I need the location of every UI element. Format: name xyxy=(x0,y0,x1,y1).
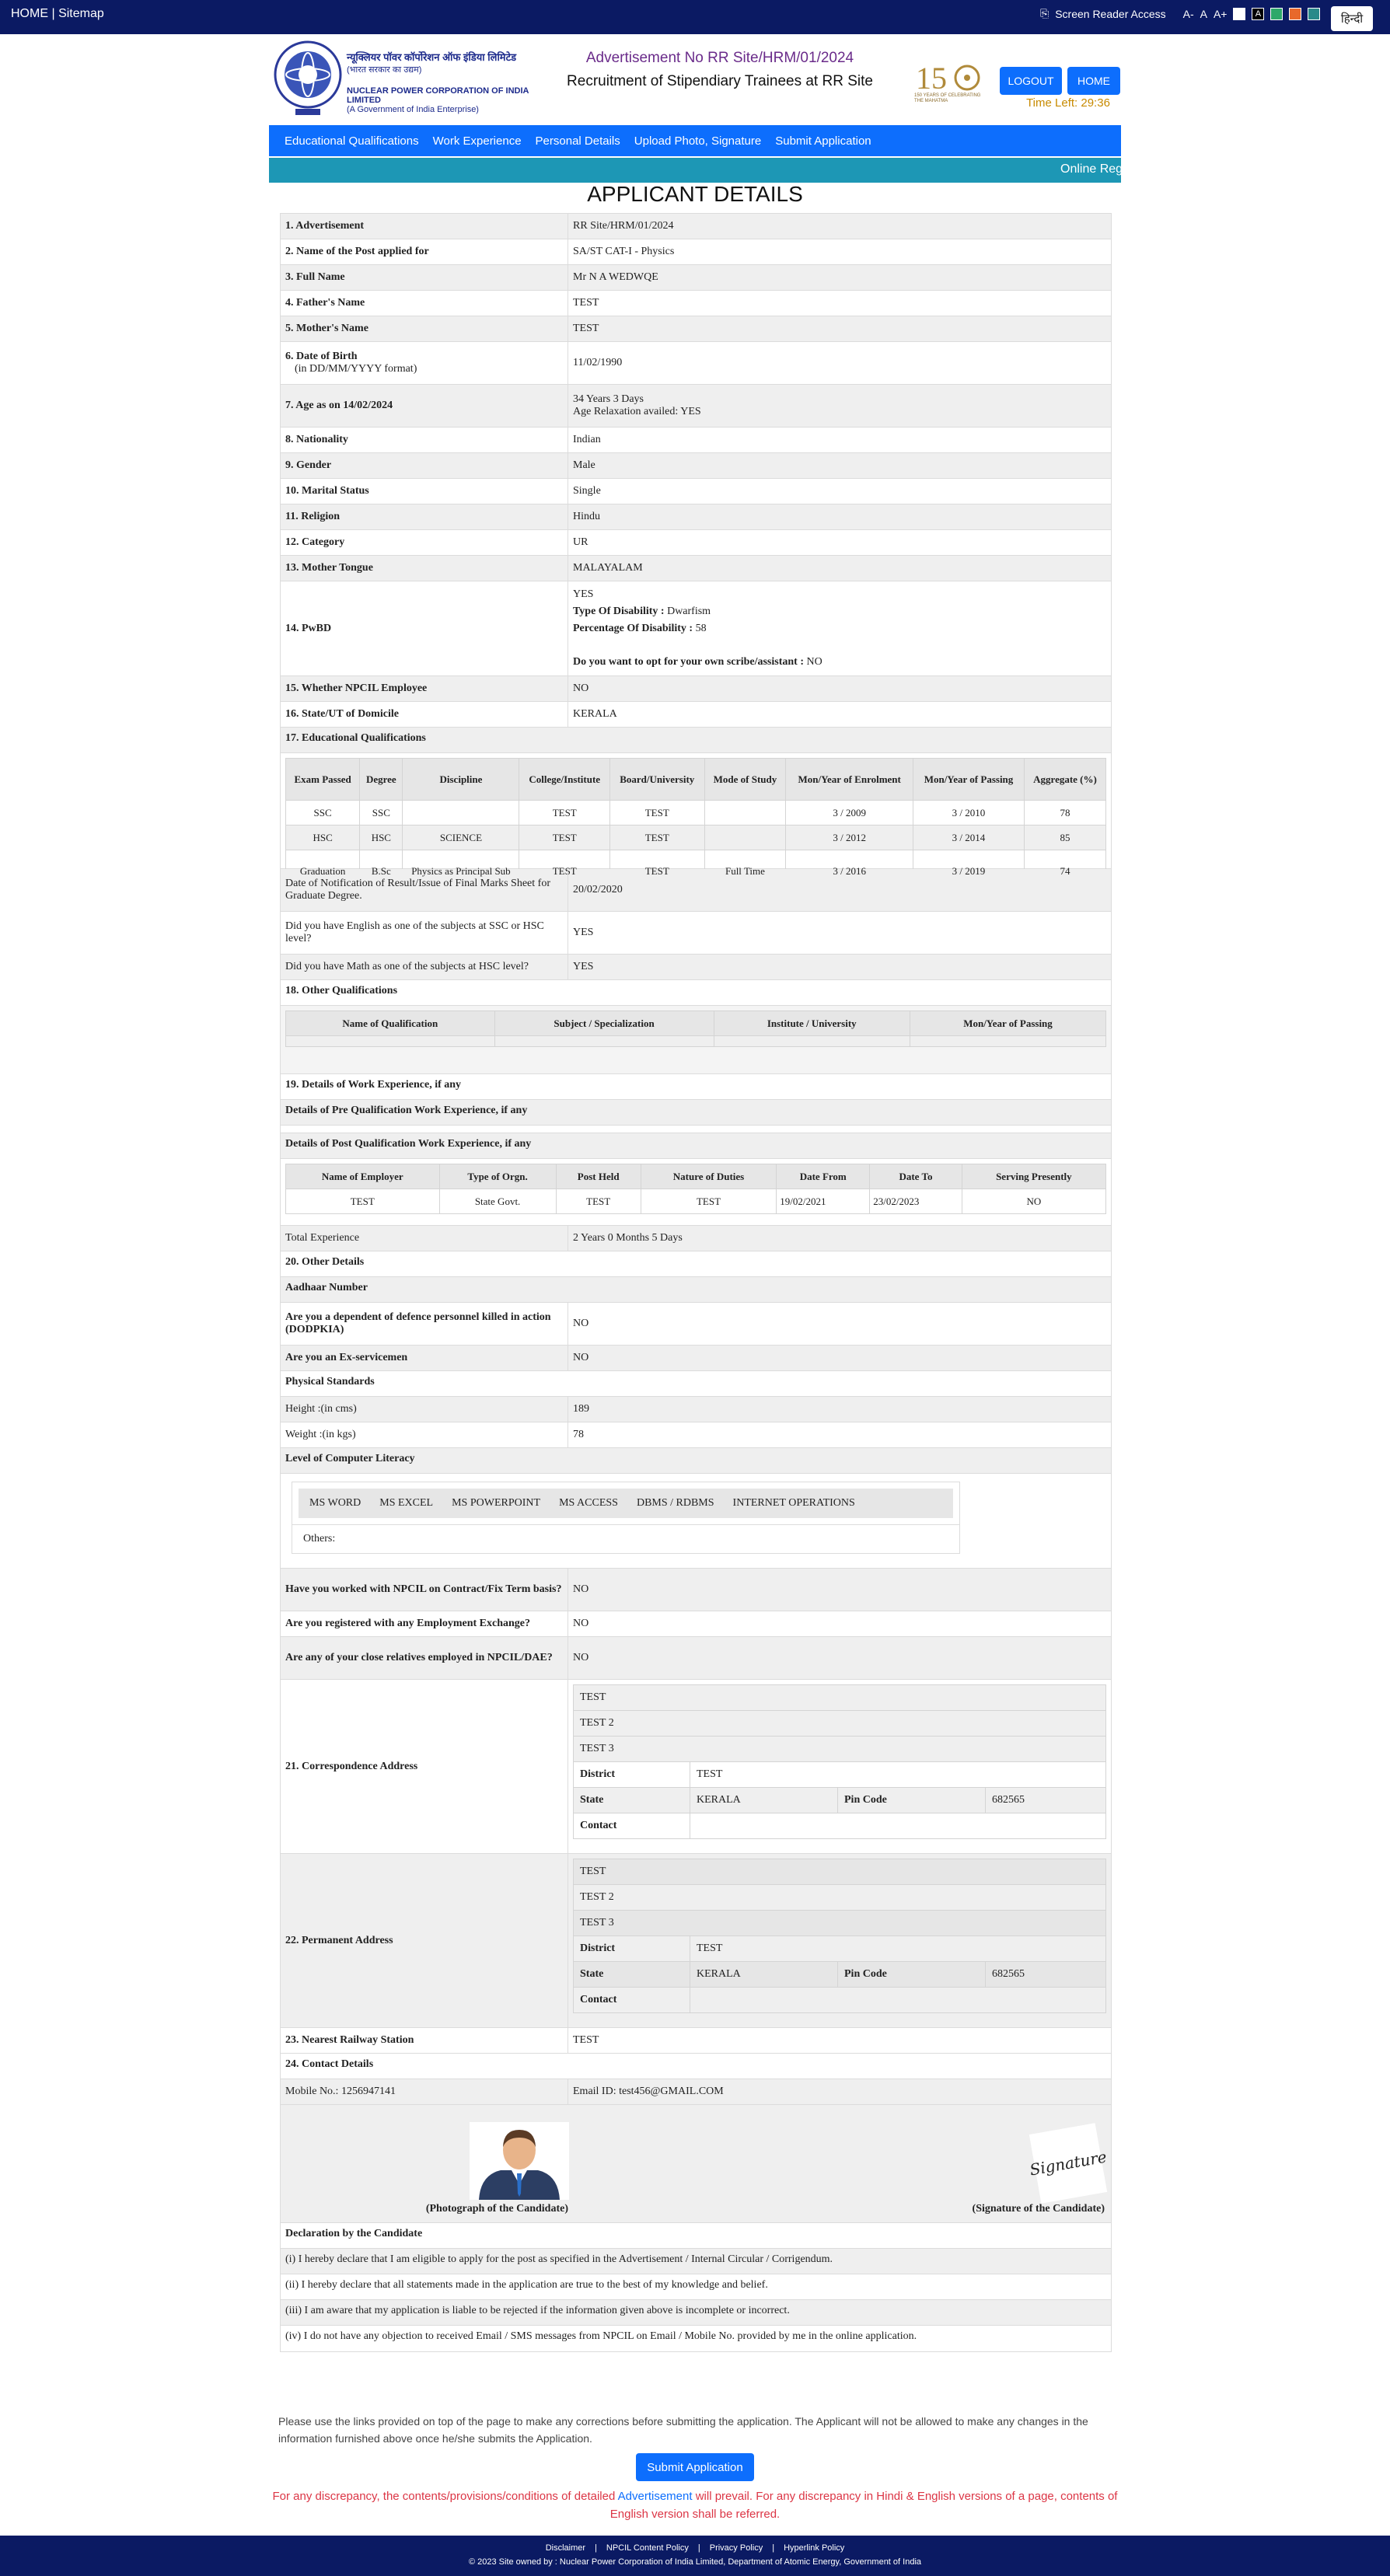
table-cell: NO xyxy=(962,1189,1105,1214)
table-header: Mode of Study xyxy=(704,759,786,801)
recruitment-title: Recruitment of Stipendiary Trainees at RR Site xyxy=(567,73,873,89)
address-line: TEST xyxy=(574,1685,1106,1711)
field-label: 2. Name of the Post applied for xyxy=(281,239,568,264)
table-cell: SSC xyxy=(360,801,403,826)
address-table xyxy=(573,1684,1106,1839)
contact-label: Contact xyxy=(574,1988,690,2013)
sub-heading: Details of Post Qualification Work Experience, if any xyxy=(281,1133,1111,1159)
field-label: 14. PwBD xyxy=(281,581,568,675)
computer-option: MS WORD xyxy=(309,1497,361,1509)
table-cell: 3 / 2012 xyxy=(786,826,913,850)
computer-option: MS POWERPOINT xyxy=(452,1497,541,1509)
font-normal-button[interactable]: A xyxy=(1200,7,1207,20)
detail-row xyxy=(281,1637,1111,1680)
detail-row xyxy=(281,265,1111,291)
section-heading: 20. Other Details xyxy=(281,1251,1111,1277)
org-name-hindi: न्यूक्लियर पॉवर कॉर्पोरेशन ऑफ इंडिया लिमिटेड xyxy=(347,51,517,63)
header xyxy=(269,37,1121,123)
theme-teal-swatch[interactable] xyxy=(1308,8,1320,20)
table-header: Post Held xyxy=(556,1164,641,1189)
field-label: 16. State/UT of Domicile xyxy=(281,702,568,727)
footer-link-hyperlink-policy[interactable]: Hyperlink Policy xyxy=(784,2543,845,2553)
contact-value xyxy=(690,1813,1106,1839)
table-cell: Full Time xyxy=(704,850,786,892)
emblem-text: 150 YEARS OF CELEBRATING THE MAHATMA xyxy=(914,93,981,103)
address-line: TEST 3 xyxy=(574,1737,1106,1762)
field-label: 5. Mother's Name xyxy=(281,316,568,341)
table-header: Nature of Duties xyxy=(641,1164,777,1189)
detail-row xyxy=(281,1854,1111,2028)
field-label: 12. Category xyxy=(281,530,568,555)
age-value: 34 Years 3 Days xyxy=(573,393,644,405)
declaration-item: (ii) I hereby declare that all statements made in the application are true to the best of my knowledge and belief. xyxy=(281,2274,1111,2300)
detail-row xyxy=(281,239,1111,265)
table-cell: 3 / 2010 xyxy=(913,801,1024,826)
org-name-english: NUCLEAR POWER CORPORATION OF INDIA LIMITED xyxy=(347,86,529,105)
education-table-wrap xyxy=(281,753,1111,877)
field-label: Are you a dependent of defence personnel killed in action (DODPKIA) xyxy=(281,1303,568,1345)
table-cell: TEST xyxy=(641,1189,777,1214)
table-cell: TEST xyxy=(286,1189,440,1214)
field-label: 8. Nationality xyxy=(281,428,568,452)
field-value: TEST xyxy=(573,2034,599,2046)
address-table xyxy=(573,1859,1106,2013)
nav-personal-details[interactable]: Personal Details xyxy=(535,134,620,148)
field-label xyxy=(281,342,568,384)
table-cell: TEST xyxy=(519,826,610,850)
field-value xyxy=(568,385,1111,427)
table-cell: 3 / 2019 xyxy=(913,850,1024,892)
declaration-item: (i) I hereby declare that I am eligible to apply for the post as specified in the Advertisement / Internal Circular / Corrigendum. xyxy=(281,2249,1111,2274)
table-cell: 85 xyxy=(1025,826,1106,850)
detail-row xyxy=(281,530,1111,556)
candidate-signature: Signature xyxy=(1029,2123,1107,2204)
email-id: Email ID: test456@GMAIL.COM xyxy=(573,2086,724,2097)
district-value: TEST xyxy=(690,1936,1106,1962)
table-cell: Physics as Principal Sub xyxy=(403,850,519,892)
logout-button[interactable]: LOGOUT xyxy=(1000,67,1062,95)
field-label: 22. Permanent Address xyxy=(281,1854,568,2027)
main-nav xyxy=(269,125,1121,156)
state-value: KERALA xyxy=(690,1962,838,1988)
theme-contrast-button[interactable]: A xyxy=(1252,8,1264,20)
table-header: Mon/Year of Passing xyxy=(913,759,1024,801)
table-cell: TEST xyxy=(556,1189,641,1214)
field-value: RR Site/HRM/01/2024 xyxy=(573,220,674,232)
theme-orange-swatch[interactable] xyxy=(1289,8,1301,20)
session-timer: Time Left: 29:36 xyxy=(1026,96,1110,110)
gandhi-150-emblem xyxy=(914,54,992,110)
pin-label: Pin Code xyxy=(838,1788,986,1813)
table-cell: 3 / 2016 xyxy=(786,850,913,892)
dob-format: (in DD/MM/YYYY format) xyxy=(295,363,417,375)
table-cell xyxy=(286,1036,495,1047)
table-cell: 3 / 2014 xyxy=(913,826,1024,850)
table-header: Serving Presently xyxy=(962,1164,1105,1189)
detail-row xyxy=(281,1422,1111,1448)
detail-row xyxy=(281,702,1111,728)
detail-row xyxy=(281,214,1111,239)
state-label: State xyxy=(574,1788,690,1813)
detail-row xyxy=(281,581,1111,676)
field-value: Male xyxy=(573,459,595,471)
section-heading: 19. Details of Work Experience, if any xyxy=(281,1074,1111,1100)
candidate-photo xyxy=(470,2122,569,2200)
marquee-text: Online Registration xyxy=(1060,162,1167,176)
computer-literacy-box xyxy=(292,1482,960,1554)
district-label: District xyxy=(574,1936,690,1962)
field-label: Height :(in cms) xyxy=(281,1397,568,1422)
dob-label: 6. Date of Birth xyxy=(285,351,358,362)
npcil-logo xyxy=(272,39,344,117)
applicant-details-table xyxy=(280,213,1112,2352)
separator: | xyxy=(51,7,55,20)
photo-signature-row xyxy=(281,2105,1111,2223)
org-name xyxy=(347,50,533,114)
detail-row xyxy=(281,1397,1111,1422)
field-label: 13. Mother Tongue xyxy=(281,556,568,581)
table-cell xyxy=(403,801,519,826)
footer-link-privacy-policy[interactable]: Privacy Policy xyxy=(709,2543,763,2553)
address-line: TEST 3 xyxy=(574,1911,1106,1936)
table-row xyxy=(286,1189,1106,1214)
field-value: 20/02/2020 xyxy=(573,884,623,895)
disability-type-label: Type Of Disability : xyxy=(573,606,665,617)
discrepancy-text-b: will prevail. For any discrepancy in Hindi & English versions of a page, contents of English version shall be referred. xyxy=(609,2490,1118,2521)
table-cell: 3 / 2009 xyxy=(786,801,913,826)
field-value: Hindu xyxy=(573,511,600,522)
nav-work-experience[interactable]: Work Experience xyxy=(432,134,522,148)
detail-row xyxy=(281,291,1111,316)
field-label: 3. Full Name xyxy=(281,265,568,290)
table-header: Subject / Specialization xyxy=(494,1011,714,1036)
field-label: Did you have English as one of the subjects at SSC or HSC level? xyxy=(281,912,568,954)
table-cell: State Govt. xyxy=(439,1189,556,1214)
pwbd-value: YES xyxy=(573,588,594,600)
theme-green-swatch[interactable] xyxy=(1270,8,1283,20)
table-cell xyxy=(704,801,786,826)
other-qualifications-wrap xyxy=(281,1006,1111,1074)
pin-label: Pin Code xyxy=(838,1962,986,1988)
field-label: 4. Father's Name xyxy=(281,291,568,316)
district-value: TEST xyxy=(690,1762,1106,1788)
field-value: MALAYALAM xyxy=(573,562,643,574)
contact-value xyxy=(690,1988,1106,2013)
field-value: YES xyxy=(573,927,594,938)
detail-row xyxy=(281,2028,1111,2054)
field-label: 15. Whether NPCIL Employee xyxy=(281,676,568,701)
field-label: Have you worked with NPCIL on Contract/Fix Term basis? xyxy=(281,1569,568,1611)
computer-option: INTERNET OPERATIONS xyxy=(732,1497,855,1509)
nav-upload-photo-signature[interactable]: Upload Photo, Signature xyxy=(634,134,762,148)
table-cell: TEST xyxy=(519,801,610,826)
section-heading: 17. Educational Qualifications xyxy=(281,728,1111,753)
detail-row xyxy=(281,1303,1111,1346)
table-row xyxy=(286,801,1106,826)
field-value: Mr N A WEDWQE xyxy=(573,271,658,283)
font-decrease-button[interactable]: A- xyxy=(1182,7,1194,20)
detail-row xyxy=(281,1226,1111,1251)
computer-others: Others: xyxy=(292,1524,959,1553)
footer-copyright: © 2023 Site owned by : Nuclear Power Corporation of India Limited, Department of Atomic Energy, Government of India xyxy=(468,2557,922,2567)
table-header: Mon/Year of Enrolment xyxy=(786,759,913,801)
field-label: 1. Advertisement xyxy=(281,214,568,239)
detail-row xyxy=(281,428,1111,453)
home-button[interactable]: HOME xyxy=(1067,67,1120,95)
discrepancy-text-a: For any discrepancy, the contents/provisions/conditions of detailed xyxy=(272,2490,616,2503)
contact-label: Contact xyxy=(574,1813,690,1839)
field-value: UR xyxy=(573,536,588,548)
address-line: TEST 2 xyxy=(574,1885,1106,1911)
table-cell: TEST xyxy=(609,801,704,826)
mobile-number: Mobile No.: 1256947141 xyxy=(281,2079,568,2104)
theme-white-swatch[interactable] xyxy=(1233,8,1245,20)
field-value: 78 xyxy=(573,1429,584,1440)
screen-reader-link[interactable]: Screen Reader Access xyxy=(1055,7,1166,20)
sub-heading: Physical Standards xyxy=(281,1371,1111,1397)
table-header: Institute / University xyxy=(714,1011,910,1036)
table-header: Date From xyxy=(777,1164,870,1189)
detail-row xyxy=(281,1569,1111,1611)
field-value: NO xyxy=(573,1352,589,1363)
pin-value: 682565 xyxy=(986,1962,1106,1988)
field-label: 7. Age as on 14/02/2024 xyxy=(281,385,568,427)
field-value: NO xyxy=(573,1618,589,1629)
field-value: NO xyxy=(573,1652,589,1663)
address-line: TEST 2 xyxy=(574,1711,1106,1737)
font-increase-button[interactable]: A+ xyxy=(1213,7,1228,20)
top-bar xyxy=(0,0,1390,34)
field-value: NO xyxy=(573,1583,589,1595)
field-label: Are any of your close relatives employed in NPCIL/DAE? xyxy=(281,1637,568,1679)
aadhaar-label: Aadhaar Number xyxy=(281,1277,1111,1303)
page-title: APPLICANT DETAILS xyxy=(587,182,803,206)
table-header: College/Institute xyxy=(519,759,610,801)
table-row xyxy=(286,1036,1106,1047)
svg-text:5: 5 xyxy=(931,61,947,96)
table-cell xyxy=(714,1036,910,1047)
submit-application-button[interactable]: Submit Application xyxy=(636,2453,754,2481)
table-header: Date To xyxy=(870,1164,962,1189)
spacer xyxy=(281,1126,1111,1133)
district-label: District xyxy=(574,1762,690,1788)
svg-text:1: 1 xyxy=(916,61,931,96)
detail-row xyxy=(281,1346,1111,1371)
table-cell: 23/02/2023 xyxy=(870,1189,962,1214)
other-qualifications-table xyxy=(285,1011,1106,1047)
table-cell: 74 xyxy=(1025,850,1106,892)
table-cell: HSC xyxy=(286,826,360,850)
disability-pct-value: 58 xyxy=(695,623,707,634)
table-cell: HSC xyxy=(360,826,403,850)
declaration-item: (iv) I do not have any objection to received Email / SMS messages from NPCIL on Email / Mobile No. provided by me in the online application. xyxy=(281,2326,1111,2351)
photo-caption: (Photograph of the Candidate) xyxy=(425,2203,568,2215)
section-heading: 18. Other Qualifications xyxy=(281,980,1111,1006)
field-value: Single xyxy=(573,485,601,497)
detail-row xyxy=(281,556,1111,581)
scribe-label: Do you want to opt for your own scribe/assistant : xyxy=(573,656,804,668)
section-heading: 24. Contact Details xyxy=(281,2054,1111,2079)
field-value: YES xyxy=(573,961,594,972)
table-header: Exam Passed xyxy=(286,759,360,801)
correspondence-address xyxy=(568,1680,1111,1853)
permanent-address xyxy=(568,1854,1111,2027)
correction-note: Please use the links provided on top of the page to make any corrections before submitting the application. The Applicant will not be allowed to make any changes in the information furnished above once he/she submits the Application. xyxy=(278,2415,1088,2445)
disability-pct-label: Percentage Of Disability : xyxy=(573,623,693,634)
footer-link-content-policy[interactable]: NPCIL Content Policy xyxy=(606,2543,689,2553)
field-label: Date of Notification of Result/Issue of Final Marks Sheet for Graduate Degree. xyxy=(281,869,568,911)
computer-literacy-options xyxy=(299,1489,953,1518)
sub-heading: Level of Computer Literacy xyxy=(281,1448,1111,1474)
advertisement-number: Advertisement No RR Site/HRM/01/2024 xyxy=(585,50,854,66)
field-value: 189 xyxy=(573,1403,589,1415)
table-cell: SSC xyxy=(286,801,360,826)
field-label: 9. Gender xyxy=(281,453,568,478)
state-label: State xyxy=(574,1962,690,1988)
field-value: 2 Years 0 Months 5 Days xyxy=(573,1232,683,1244)
work-experience-table xyxy=(285,1164,1106,1214)
detail-row xyxy=(281,2079,1111,2105)
field-label: 23. Nearest Railway Station xyxy=(281,2028,568,2053)
footer: Disclaimer | NPCIL Content Policy | Privacy Policy | Hyperlink Policy © 2023 Site owned by : Nuclear Power Corporation of India Limited, Department of Atomic Energy, Government of India xyxy=(0,2536,1390,2576)
address-line: TEST xyxy=(574,1859,1106,1885)
field-value: 11/02/1990 xyxy=(573,357,623,368)
field-value: NO xyxy=(573,682,589,694)
detail-row xyxy=(281,676,1111,702)
table-row xyxy=(286,826,1106,850)
table-cell xyxy=(494,1036,714,1047)
table-cell: TEST xyxy=(609,850,704,892)
state-value: KERALA xyxy=(690,1788,838,1813)
computer-option: MS EXCEL xyxy=(379,1497,434,1509)
signature-caption: (Signature of the Candidate) xyxy=(972,2203,1105,2215)
detail-row xyxy=(281,342,1111,385)
table-cell xyxy=(704,826,786,850)
discrepancy-notice xyxy=(269,2487,1121,2523)
detail-row xyxy=(281,1680,1111,1854)
advertisement-link[interactable]: Advertisement xyxy=(617,2490,693,2503)
computer-option: MS ACCESS xyxy=(559,1497,618,1509)
announcement-marquee xyxy=(269,158,1167,183)
org-name-english-sub: (A Government of India Enterprise) xyxy=(347,105,479,114)
detail-row xyxy=(281,869,1111,912)
table-header: Name of Qualification xyxy=(286,1011,495,1036)
table-header: Type of Orgn. xyxy=(439,1164,556,1189)
field-label: Did you have Math as one of the subjects at HSC level? xyxy=(281,955,568,979)
table-header: Discipline xyxy=(403,759,519,801)
field-value xyxy=(568,581,1111,675)
field-label: Total Experience xyxy=(281,1226,568,1251)
detail-row xyxy=(281,479,1111,504)
scribe-value: NO xyxy=(806,656,822,668)
field-label: Are you an Ex-servicemen xyxy=(281,1346,568,1370)
field-label: 11. Religion xyxy=(281,504,568,529)
field-value: Indian xyxy=(573,434,601,445)
pin-value: 682565 xyxy=(986,1788,1106,1813)
computer-option: DBMS / RDBMS xyxy=(636,1497,714,1509)
nav-submit-application[interactable]: Submit Application xyxy=(775,134,871,148)
field-label: Weight :(in kgs) xyxy=(281,1422,568,1447)
nav-educational-qualifications[interactable]: Educational Qualifications xyxy=(285,134,419,148)
table-cell: Graduation xyxy=(286,850,360,892)
table-cell: 78 xyxy=(1025,801,1106,826)
field-label: Are you registered with any Employment Exchange? xyxy=(281,1611,568,1636)
org-name-hindi-sub: (भारत सरकार का उद्यम) xyxy=(347,65,422,75)
footer-link-disclaimer[interactable]: Disclaimer xyxy=(545,2543,586,2553)
work-table-wrap xyxy=(281,1159,1111,1226)
sub-heading: Details of Pre Qualification Work Experience, if any xyxy=(281,1100,1111,1126)
table-header: Name of Employer xyxy=(286,1164,440,1189)
detail-row xyxy=(281,316,1111,342)
table-header: Board/University xyxy=(609,759,704,801)
sitemap-link[interactable]: Sitemap xyxy=(58,7,104,20)
field-label: 21. Correspondence Address xyxy=(281,1680,568,1853)
table-header: Degree xyxy=(360,759,403,801)
field-value: KERALA xyxy=(573,708,617,720)
table-cell xyxy=(910,1036,1105,1047)
section-heading: Declaration by the Candidate xyxy=(281,2223,1111,2249)
advertisement-info xyxy=(533,50,906,90)
home-link[interactable]: HOME xyxy=(11,7,48,20)
field-label: 10. Marital Status xyxy=(281,479,568,504)
age-relaxation: Age Relaxation availed: YES xyxy=(573,406,701,417)
hindi-language-button[interactable]: हिन्दी xyxy=(1331,6,1373,31)
disability-type-value: Dwarfism xyxy=(667,606,711,617)
field-value: TEST xyxy=(573,323,599,334)
table-header: Aggregate (%) xyxy=(1025,759,1106,801)
detail-row xyxy=(281,504,1111,530)
screen-reader-icon: ⎘ xyxy=(1040,7,1049,19)
table-cell: SCIENCE xyxy=(403,826,519,850)
declaration-item: (iii) I am aware that my application is liable to be rejected if the information given above is incomplete or incorrect. xyxy=(281,2300,1111,2326)
detail-row xyxy=(281,453,1111,479)
computer-literacy-wrap xyxy=(281,1474,1111,1569)
detail-row xyxy=(281,912,1111,955)
field-value: TEST xyxy=(573,297,599,309)
field-value: SA/ST CAT-I - Physics xyxy=(573,246,675,257)
detail-row xyxy=(281,1611,1111,1637)
table-header: Mon/Year of Passing xyxy=(910,1011,1105,1036)
detail-row xyxy=(281,955,1111,980)
table-cell: 19/02/2021 xyxy=(777,1189,870,1214)
table-cell: TEST xyxy=(519,850,610,892)
detail-row xyxy=(281,385,1111,428)
table-cell: TEST xyxy=(609,826,704,850)
field-value: NO xyxy=(573,1318,589,1329)
table-cell: B.Sc xyxy=(360,850,403,892)
